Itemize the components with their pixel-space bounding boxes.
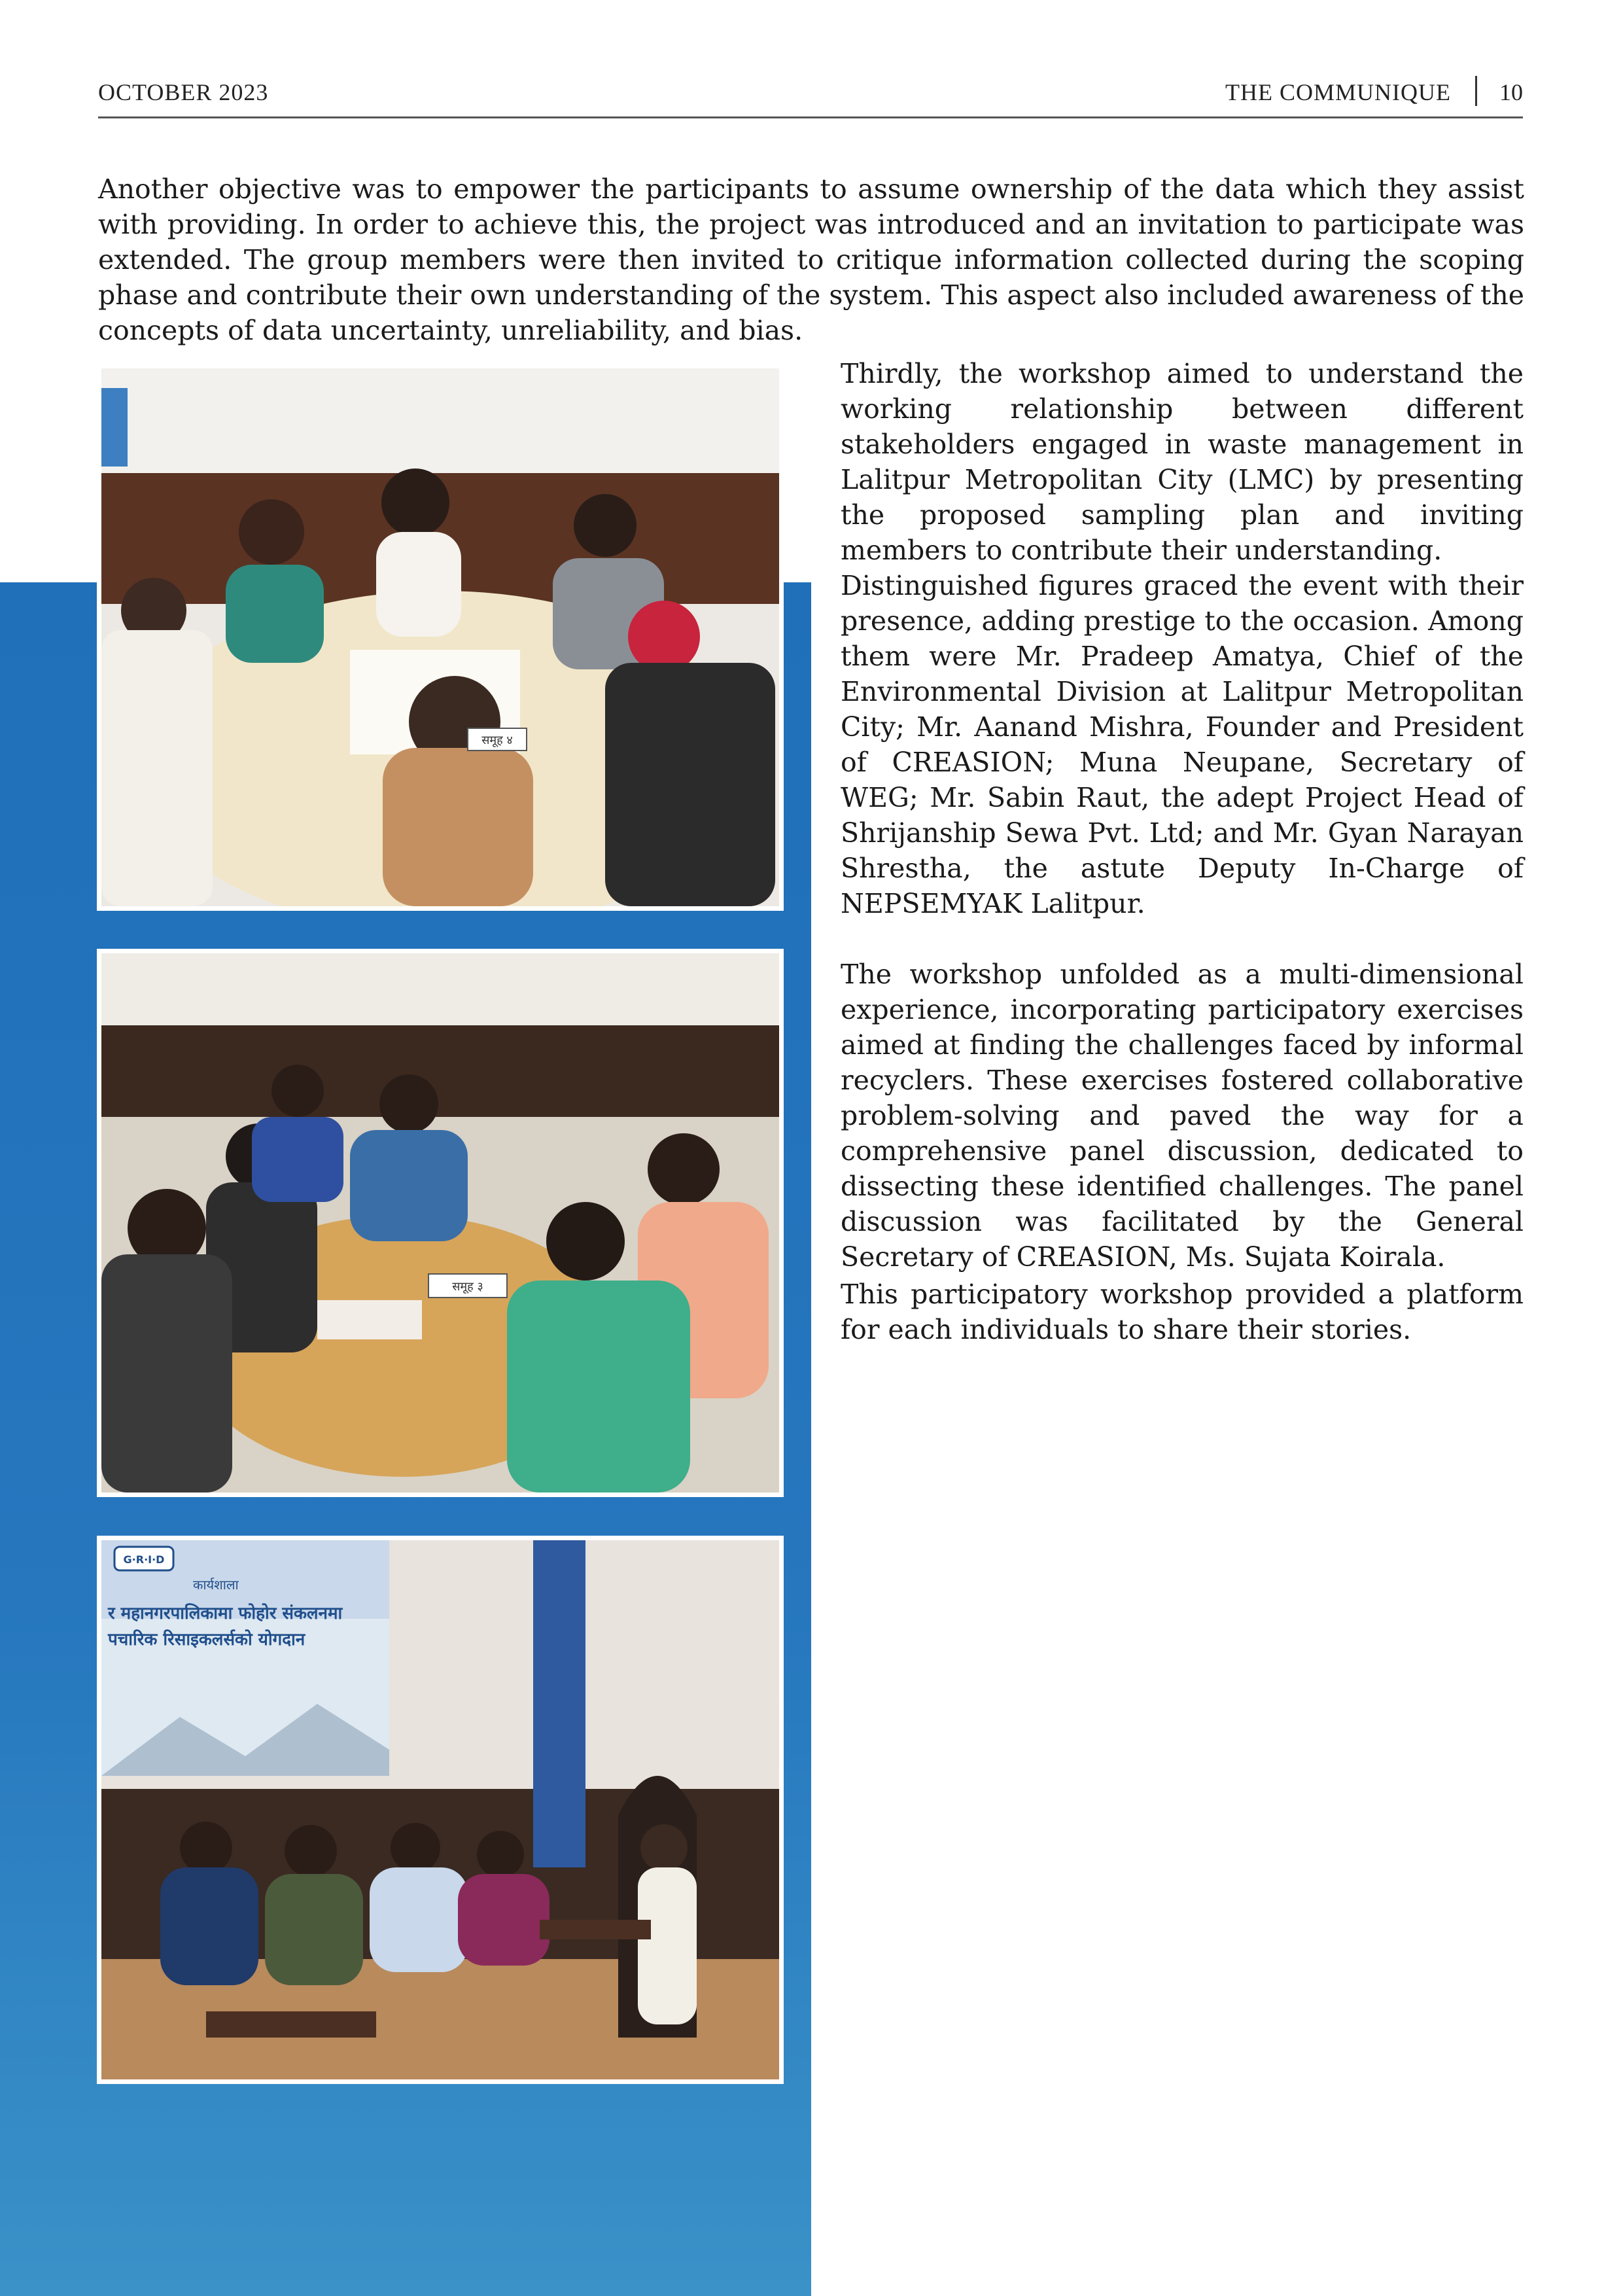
paragraph-objectives-text: Thirdly, the workshop aimed to understand the working relationship between different stakeholders engaged in waste management in Lalitpur Metropolitan City (LMC) by presenting the proposed sampling plan and inviting members to contribute their understanding. [841,358,1524,566]
paragraph-closing [841,1277,1524,1347]
paragraph-objectives [841,356,1524,568]
paragraph-closing-text: This participatory workshop provided a platform for each individuals to share their stories. [841,1279,1524,1345]
slide-logo: G·R·I·D [123,1553,165,1566]
photo-group-discussion-2-image [101,953,779,1492]
photo-panel-discussion-image [101,1540,779,2079]
photo-panel-discussion [97,1536,784,2084]
photo1-table-tag: समूह ४ [481,733,513,747]
publication-title: THE COMMUNIQUE [1225,79,1451,105]
photo2-table-tag: समूह ३ [452,1280,483,1294]
slide-line-1: कार्यशाला [193,1577,239,1593]
photo-group-discussion-2 [97,949,784,1497]
header-divider [1475,76,1477,106]
page-header [98,73,1523,119]
paragraph-dignitaries [841,568,1524,921]
issue-date: OCTOBER 2023 [98,79,269,105]
photo-group-discussion-1-image [101,368,779,906]
paragraph-workshop [841,957,1524,1275]
slide-line-2: र महानगरपालिकामा फोहोर संकलनमा [108,1604,343,1623]
paragraph-workshop-text: The workshop unfolded as a multi-dimensional experience, incorporating participatory exercises aimed at finding the challenges faced by informal recyclers. These exercises fostered collaborative problem-solving and paved the way for a comprehensive panel discussion, dedicated to dissecting these identified challenges. The panel discussion was facilitated by the General Secretary of CREASION, Ms. Sujata Koirala. [841,959,1524,1273]
paragraph-dignitaries-text: Distinguished figures graced the event with their presence, adding prestige to the occasion. Among them were Mr. Pradeep Amatya, Chief of the Environmental Division at Lalitpur Metropolitan City; Mr. Aanand Mishra, Founder and President of CREASION; Muna Neupane, Secretary of WEG; Mr. Sabin Raut, the adept Project Head of Shrijanship Sewa Pvt. Ltd; and Mr. Gyan Narayan Shrestha, the astute Deputy In-Charge of NEPSEMYAK Lalitpur. [841,570,1524,919]
intro-paragraph: Another objective was to empower the participants to assume ownership of the data which they assist with providing. In order to achieve this, the project was introduced and an invitation to participate was extended. The group members were then invited to critique information collected during the scoping phase and contribute their own understanding of the system. This aspect also included awareness of the concepts of data uncertainty, unreliability, and bias. [98,173,1524,346]
photo-group-discussion-1 [97,364,784,911]
header-rule [98,116,1523,118]
slide-line-3: पचारिक रिसाइकलर्सको योगदान [108,1630,305,1650]
page-number: 10 [1499,79,1523,105]
